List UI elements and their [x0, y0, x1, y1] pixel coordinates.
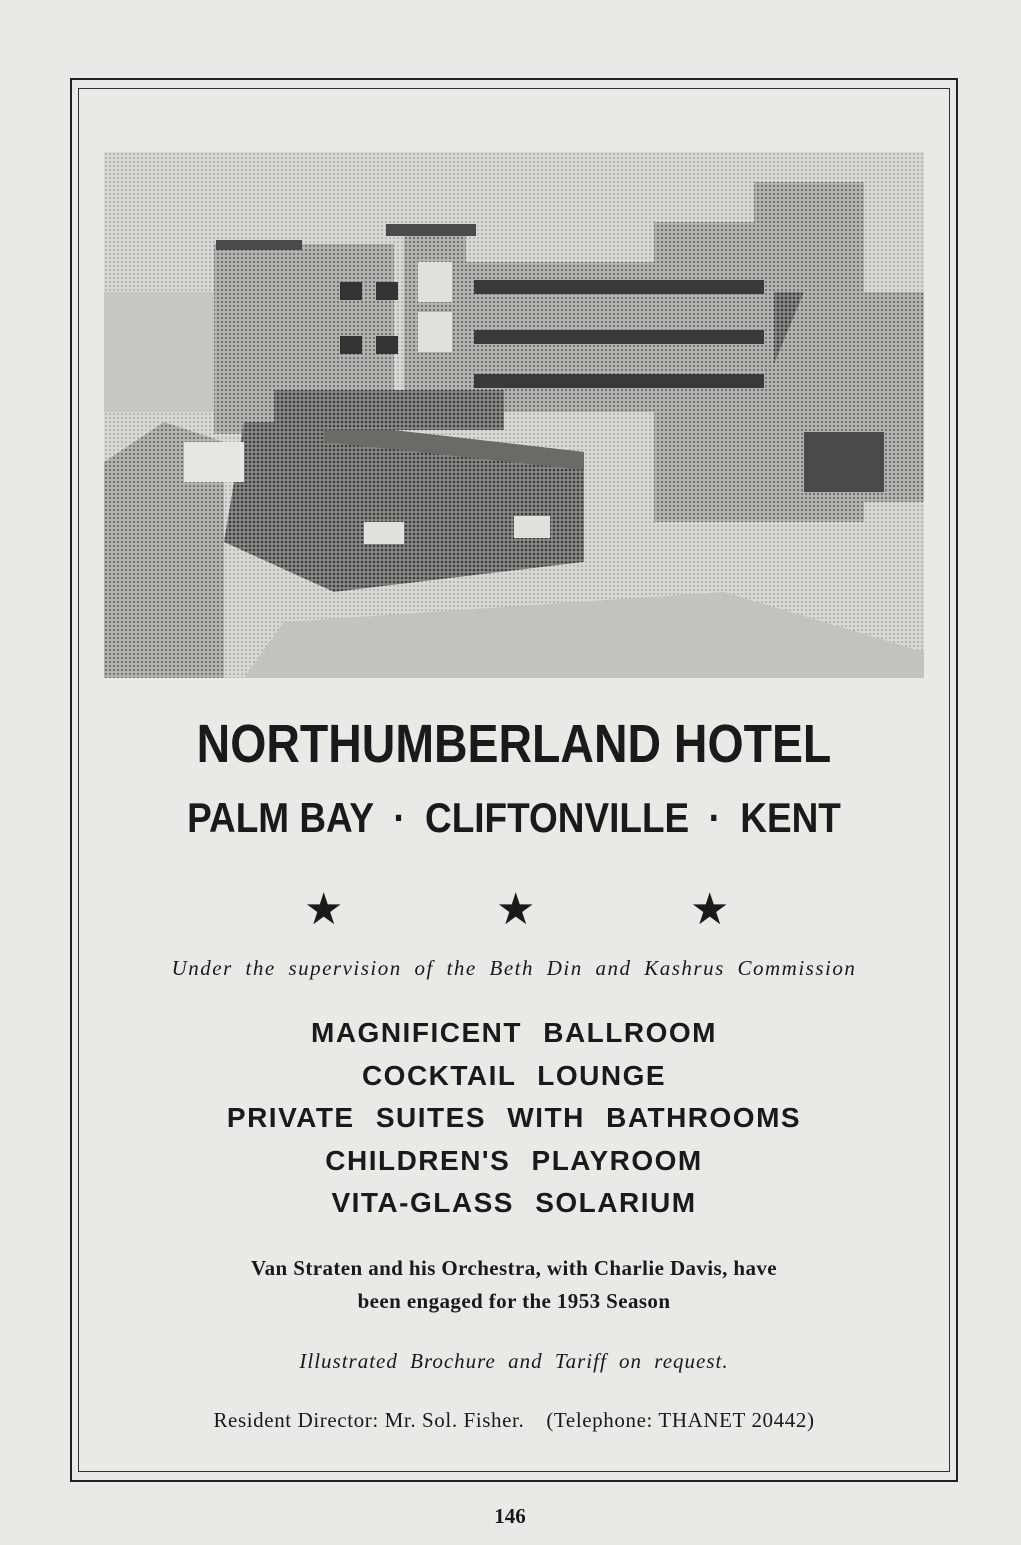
- hotel-name: NORTHUMBERLAND HOTEL: [196, 714, 832, 774]
- star-icon: ★: [304, 884, 344, 935]
- hotel-photograph: [104, 152, 924, 678]
- location-separator-2: ·: [708, 794, 721, 841]
- kashrus-supervision-note: Under the supervision of the Beth Din and Kashrus Commission: [171, 956, 857, 980]
- feature-item: MAGNIFICENT BALLROOM: [311, 1017, 717, 1048]
- location-line: [153, 790, 875, 846]
- orchestra-line-2: been engaged for the 1953 Season: [357, 1289, 671, 1313]
- brochure-note: Illustrated Brochure and Tariff on request.: [299, 1349, 729, 1373]
- location-area: PALM BAY: [187, 794, 374, 841]
- star-rating: [104, 880, 924, 940]
- page-number: 146: [494, 1504, 526, 1528]
- location-town: CLIFTONVILLE: [425, 794, 690, 841]
- orchestra-line-1: Van Straten and his Orchestra, with Charlie Davis, have: [250, 1256, 778, 1280]
- feature-item: PRIVATE SUITES WITH BATHROOMS: [226, 1102, 802, 1133]
- orchestra-announcement: [104, 1252, 924, 1318]
- feature-item: COCKTAIL LOUNGE: [361, 1059, 667, 1091]
- star-icon: ★: [496, 884, 536, 935]
- telephone-number: (Telephone: THANET 20442): [546, 1408, 815, 1432]
- star-icon: ★: [690, 884, 730, 935]
- feature-item: CHILDREN'S PLAYROOM: [325, 1144, 703, 1176]
- location-separator-1: ·: [393, 794, 406, 841]
- contact-line: [104, 1404, 924, 1436]
- location-county: KENT: [740, 794, 841, 841]
- resident-director: Resident Director: Mr. Sol. Fisher.: [213, 1408, 525, 1432]
- feature-item: VITA-GLASS SOLARIUM: [331, 1187, 697, 1218]
- features-list: [104, 1012, 924, 1225]
